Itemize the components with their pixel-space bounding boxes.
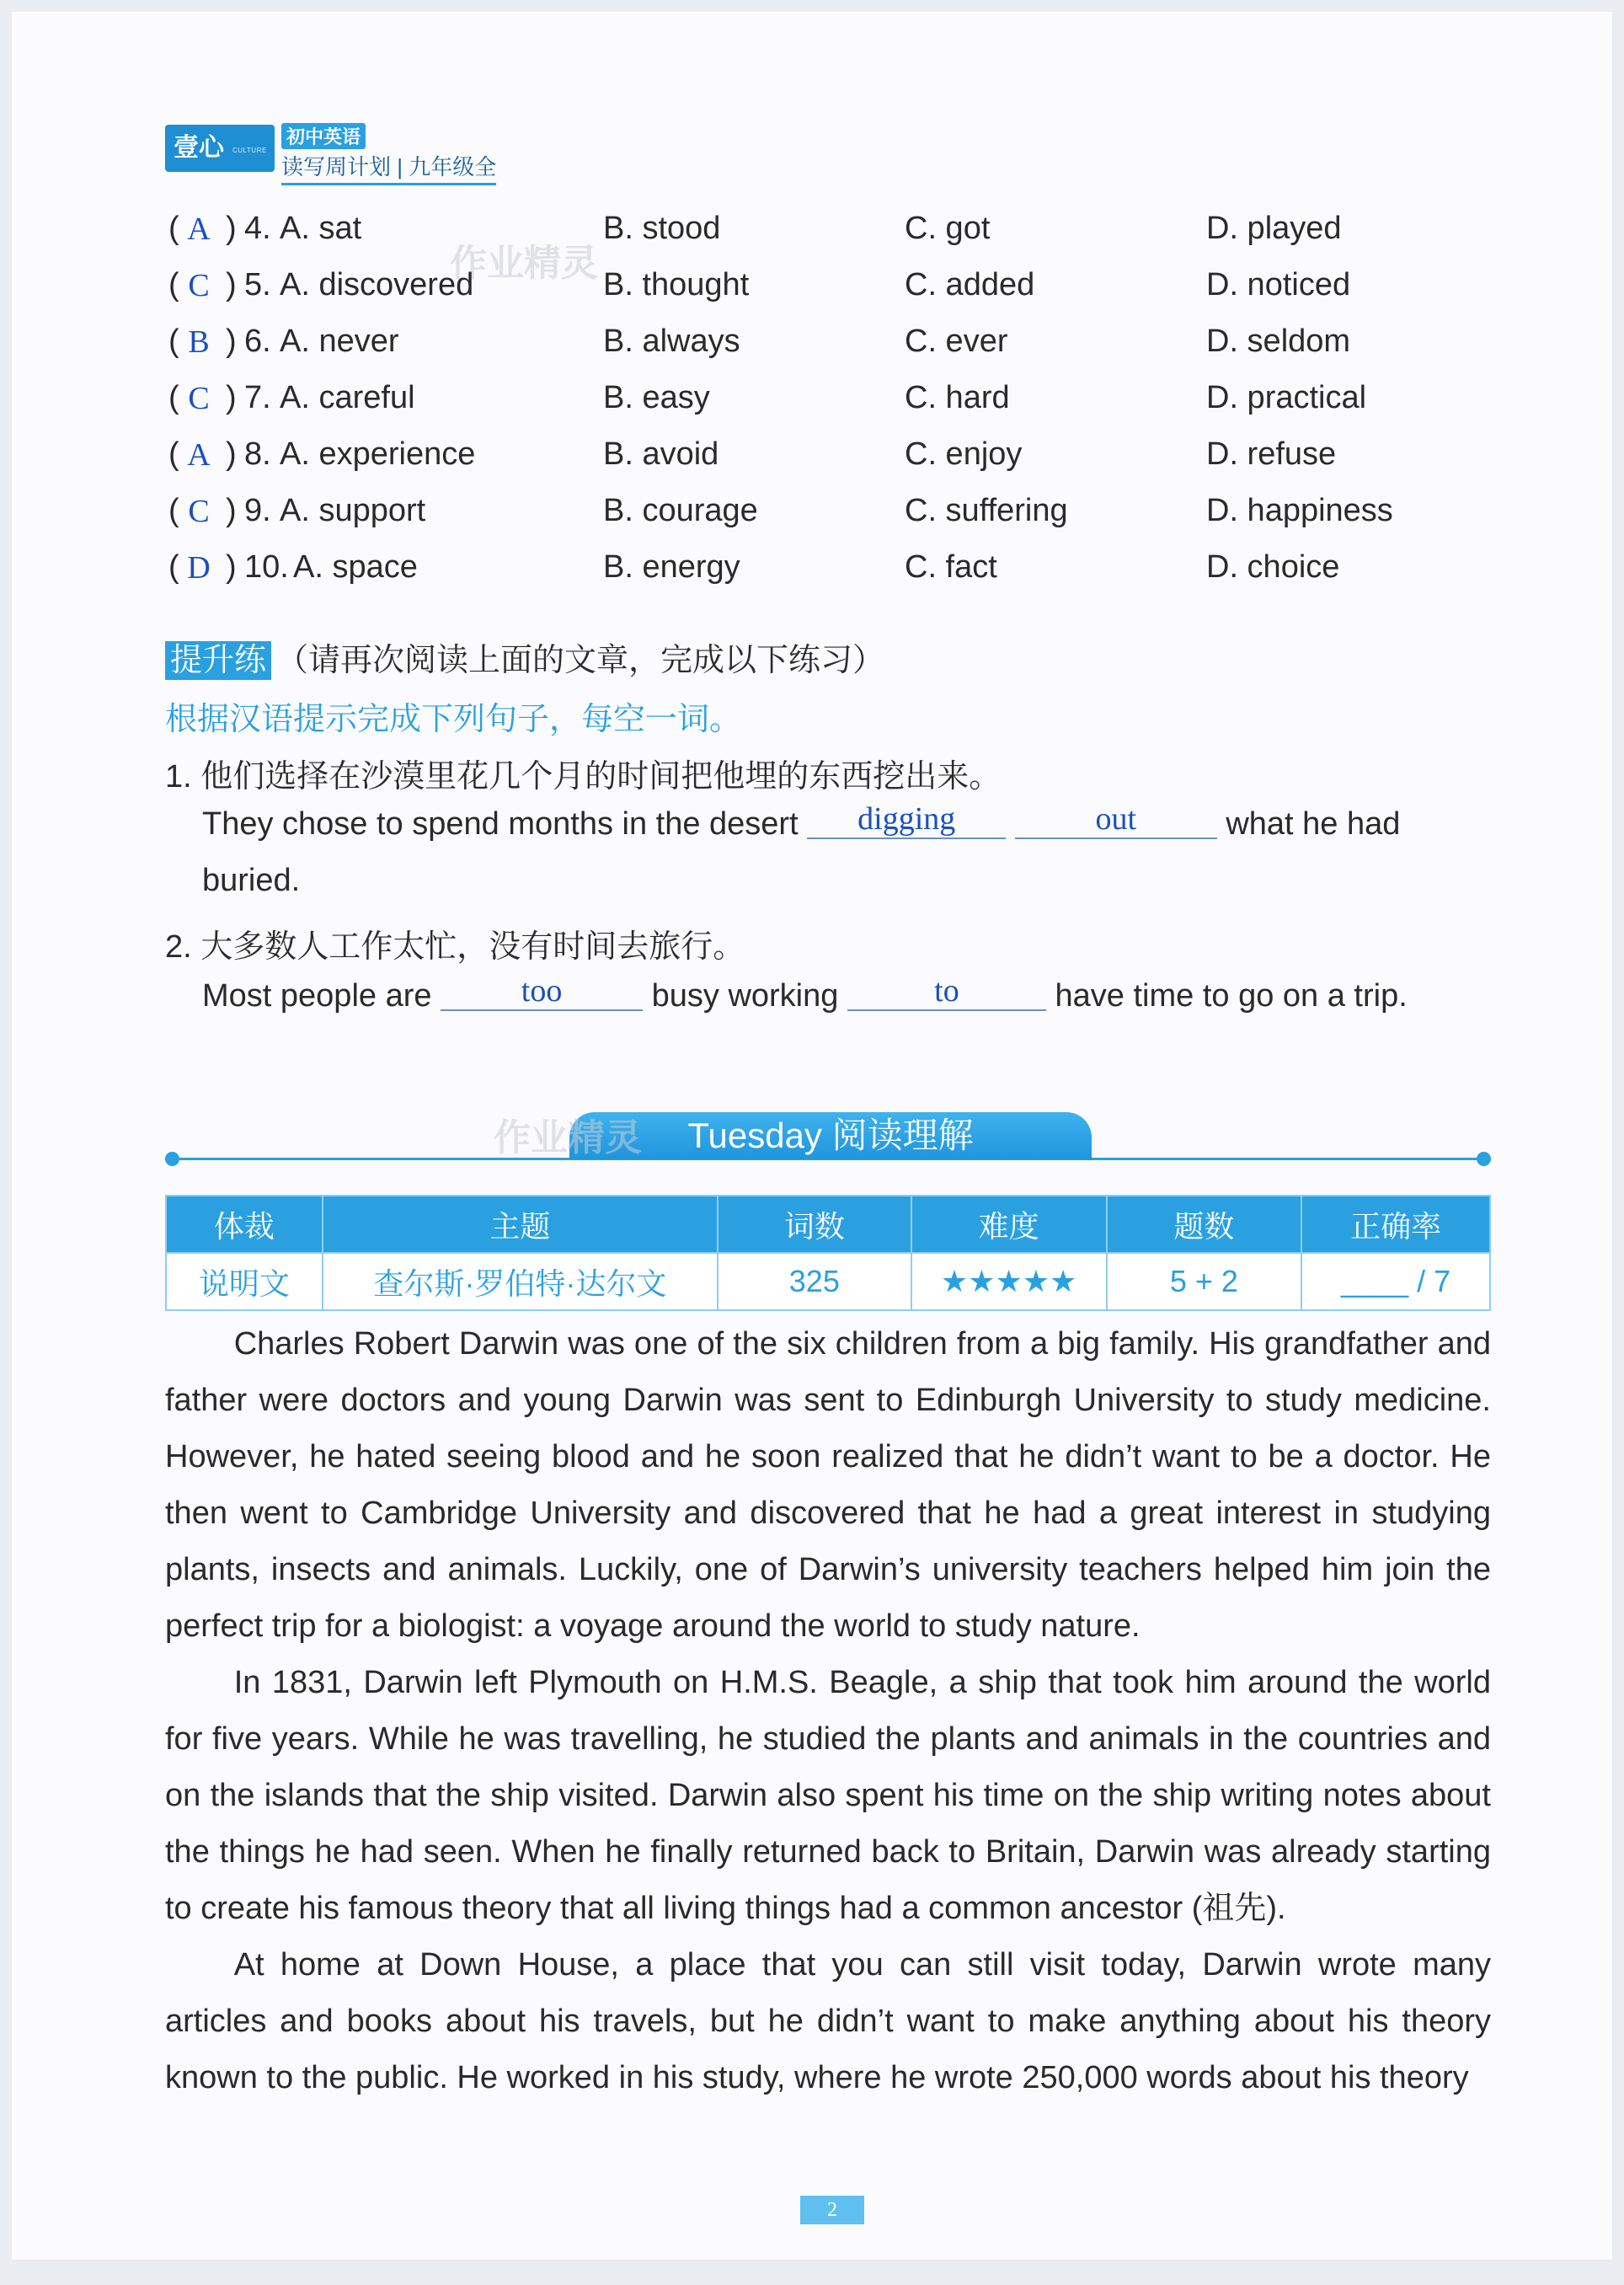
info-value-row — [166, 1253, 1490, 1310]
mcq-row — [168, 324, 1516, 380]
q1-text-post: what he had — [1226, 806, 1401, 842]
paren-open: ( — [168, 549, 179, 585]
mcq-number: 8. — [244, 436, 271, 472]
option-d: D. refuse — [1206, 436, 1337, 472]
mcq-answer[interactable]: B — [188, 324, 210, 360]
option-d: D. played — [1206, 211, 1342, 246]
mcq-row — [168, 211, 1516, 267]
option-a: A. sat — [280, 211, 362, 246]
paren-open: ( — [168, 267, 179, 302]
option-b: B. easy — [603, 380, 710, 415]
mcq-row — [168, 267, 1516, 324]
info-questions: 5 + 2 — [1107, 1253, 1302, 1310]
paren-close: ) — [226, 436, 237, 472]
page-number: 2 — [800, 2196, 864, 2224]
q2-chinese: 2. 大多数人工作太忙，没有时间去旅行。 — [165, 929, 745, 965]
info-header-row — [166, 1196, 1490, 1253]
option-c: C. enjoy — [905, 436, 1023, 472]
mcq-answer[interactable]: A — [187, 211, 211, 247]
mcq-answer[interactable]: D — [187, 550, 211, 586]
mcq-number: 6. — [244, 324, 271, 359]
q1-blank-1[interactable]: digging — [807, 800, 1006, 839]
q2-english — [202, 973, 1408, 1016]
option-a: A. careful — [280, 380, 415, 415]
option-c: C. suffering — [905, 493, 1068, 528]
paren-close: ) — [226, 380, 237, 415]
logo-subtext: CULTURE — [232, 147, 267, 154]
paren-close: ) — [226, 549, 237, 585]
banner-dot-right — [1477, 1152, 1491, 1166]
q1-english — [202, 801, 1401, 844]
mcq-answer[interactable]: C — [188, 494, 210, 529]
banner-title: Tuesday 阅读理解 — [569, 1112, 1092, 1159]
banner-dot-left — [165, 1152, 179, 1166]
mcq-answer[interactable]: C — [188, 381, 210, 416]
option-c: C. fact — [905, 549, 997, 585]
q2-text-post: have time to go on a trip. — [1055, 978, 1408, 1014]
book-subtitle: 读写周计划 | 九年级全 — [281, 150, 496, 185]
option-a: A. never — [280, 324, 399, 359]
q1-text-pre: They chose to spend months in the desert — [202, 806, 799, 842]
paren-close: ) — [226, 493, 237, 528]
option-c: C. hard — [905, 380, 1010, 415]
option-c: C. got — [905, 211, 991, 246]
option-d: D. seldom — [1206, 324, 1351, 359]
paren-open: ( — [168, 493, 179, 528]
info-header-accuracy: 正确率 — [1301, 1196, 1490, 1253]
reading-passage — [165, 1316, 1491, 2106]
option-b: B. avoid — [603, 436, 719, 472]
info-genre: 说明文 — [166, 1253, 323, 1310]
reading-info-table — [165, 1195, 1491, 1311]
mcq-number: 5. — [244, 267, 271, 302]
q2-blank-1[interactable]: too — [441, 972, 643, 1011]
option-b: B. stood — [603, 211, 721, 246]
option-d: D. practical — [1206, 380, 1367, 415]
page-header — [155, 120, 526, 179]
publisher-logo: 壹心 — [165, 125, 275, 172]
option-d: D. choice — [1206, 549, 1340, 585]
mcq-number: 10. — [244, 549, 289, 585]
paren-open: ( — [168, 211, 179, 246]
watermark: 作业精灵 — [450, 243, 598, 284]
option-b: B. energy — [603, 549, 740, 585]
option-a: A. discovered — [280, 267, 474, 302]
option-b: B. always — [603, 324, 740, 359]
q1-chinese: 1. 他们选择在沙漠里花几个月的时间把他埋的东西挖出来。 — [165, 759, 1002, 795]
q1-english-cont: buried. — [202, 863, 301, 898]
info-header-questions: 题数 — [1107, 1196, 1302, 1253]
mcq-row — [168, 380, 1516, 436]
info-header-topic: 主题 — [323, 1196, 718, 1253]
option-a: A. space — [293, 549, 418, 585]
mcq-row — [168, 436, 1516, 493]
option-b: B. thought — [603, 267, 750, 302]
multiple-choice-list — [168, 211, 1516, 606]
option-a: A. experience — [280, 436, 476, 472]
passage-paragraph-3: At home at Down House, a place that you can still visit today, Darwin wrote many articles and books about his travels, but he didn’t want to make anything about his theory known to the public. He worked in his study, where he wrote 250,000 words about his theory — [165, 1947, 1491, 2095]
mcq-row — [168, 493, 1516, 549]
option-b: B. courage — [603, 493, 758, 528]
series-title: 初中英语 — [281, 123, 366, 149]
q2-text-mid: busy working — [651, 978, 839, 1014]
info-header-genre: 体裁 — [166, 1196, 323, 1253]
option-c: C. ever — [905, 324, 1008, 359]
practice-heading-text: （请再次阅读上面的文章，完成以下练习） — [276, 643, 885, 678]
option-d: D. noticed — [1206, 267, 1351, 302]
section-banner — [165, 1107, 1491, 1175]
option-a: A. support — [280, 493, 426, 528]
practice-tag: 提升练 — [165, 641, 271, 680]
mcq-number: 7. — [244, 380, 271, 415]
option-c: C. added — [905, 267, 1035, 302]
mcq-number: 4. — [244, 211, 271, 246]
info-header-wordcount: 词数 — [718, 1196, 911, 1253]
paren-open: ( — [168, 436, 179, 472]
workbook-page — [12, 12, 1612, 2260]
info-wordcount: 325 — [718, 1253, 911, 1310]
paren-open: ( — [168, 380, 179, 415]
practice-heading — [165, 634, 884, 680]
q2-blank-2[interactable]: to — [847, 972, 1046, 1011]
info-difficulty-stars: ★★★★★ — [911, 1253, 1107, 1310]
passage-paragraph-2: In 1831, Darwin left Plymouth on H.M.S. Beagle, a ship that took him around the world for five years. While he was travelling, he studied the plants and animals in the countries and on the islands that the ship visited. Darwin also spent his time on the ship writing notes about the things he had seen. When he finally returned back to Britain, Darwin was already starting to create his famous theory that all living things had a common ancestor (祖先). — [165, 1665, 1491, 1926]
paren-close: ) — [226, 211, 237, 246]
info-header-difficulty: 难度 — [911, 1196, 1107, 1253]
q2-text-pre: Most people are — [202, 978, 432, 1014]
passage-paragraph-1: Charles Robert Darwin was one of the six children from a big family. His grandfather and father were doctors and young Darwin was sent to Edinburgh University to study medicine. However, he hated seeing blood and he soon realized that he didn’t want to be a doctor. He then went to Cambridge University and discovered that he had a great interest in studying plants, insects and animals. Luckily, one of Darwin’s university teachers helped him join the perfect trip for a biologist: a voyage around the world to study nature. — [165, 1326, 1491, 1644]
mcq-answer[interactable]: C — [188, 268, 210, 303]
info-accuracy[interactable]: ____ / 7 — [1301, 1253, 1490, 1310]
option-d: D. happiness — [1206, 493, 1393, 528]
paren-close: ) — [226, 324, 237, 359]
mcq-answer[interactable]: A — [187, 437, 211, 473]
practice-instruction: 根据汉语提示完成下列句子，每空一词。 — [165, 702, 742, 737]
paren-open: ( — [168, 324, 179, 359]
banner-watermark: 作业精灵 — [494, 1117, 642, 1159]
mcq-number: 9. — [244, 493, 271, 528]
info-topic: 查尔斯·罗伯特·达尔文 — [323, 1253, 718, 1310]
mcq-row — [168, 549, 1516, 606]
q1-blank-2[interactable]: out — [1015, 800, 1217, 839]
paren-close: ) — [226, 267, 237, 302]
